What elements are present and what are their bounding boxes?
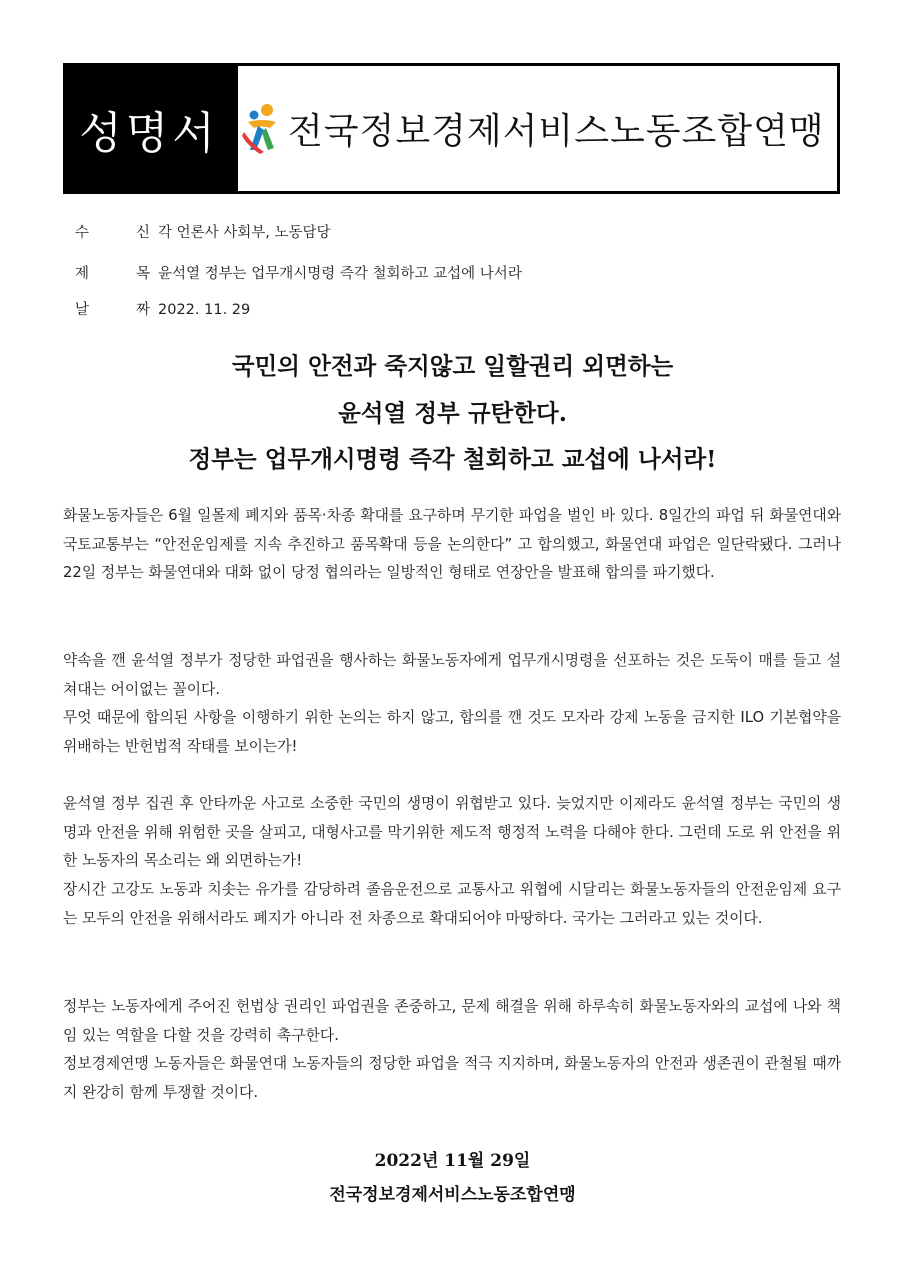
- body-paragraph-5: 장시간 고강도 노동과 치솟는 유가를 감당하려 졸음운전으로 교통사고 위협에 시달리는 화물노동자들의 안전운임제 요구는 모두의 안전을 위해서라도 폐지가 아니라 전 차종으로 확대되어야 마땅하다. 국가는 그러라고 있는 것이다.: [63, 881, 841, 927]
- date-key: 날 짜: [75, 302, 150, 318]
- subject-key: 제 목: [75, 266, 150, 282]
- recipient-key: 수 신: [75, 225, 150, 241]
- date-value: 2022. 11. 29: [158, 302, 251, 318]
- recipient-row: [75, 221, 331, 242]
- headline-line-1: 국민의 안전과 죽지않고 일할권리 외면하는: [231, 352, 674, 380]
- subject-value: 윤석열 정부는 업무개시명령 즉각 철회하고 교섭에 나서라: [158, 266, 522, 282]
- body-paragraph-6: 정부는 노동자에게 주어진 헌법상 권리인 파업권을 존중하고, 문제 해결을 위해 하루속히 화물노동자와의 교섭에 나와 책임 있는 역할을 다할 것을 강력히 촉구한다.: [63, 998, 841, 1044]
- body-paragraph-2: 약속을 깬 윤석열 정부가 정당한 파업권을 행사하는 화물노동자에게 업무개시명령을 선포하는 것은 도둑이 매를 들고 설쳐대는 어이없는 꼴이다.: [63, 652, 841, 698]
- headline-line-3: 정부는 업무개시명령 즉각 철회하고 교섭에 나서라!: [188, 445, 717, 473]
- footer-organization: 전국정보경제서비스노동조합연맹: [329, 1185, 576, 1205]
- body-paragraph-1: 화물노동자들은 6월 일몰제 폐지와 품목·차종 확대를 요구하며 무기한 파업을 벌인 바 있다. 8일간의 파업 뒤 화물연대와 국토교통부는 “안전운임제를 지속 추진하고 품목확대 등을 논의한다” 고 합의했고, 화물연대 파업은 일단락됐다. 그러나 22일 정부는 화물연대와 대화 없이 당정 협의라는 일방적인 형태로 연장안을 발표해 합의를 파기했다.: [63, 507, 841, 581]
- header-banner: [63, 63, 840, 194]
- body-paragraph-7: 정보경제연맹 노동자들은 화물연대 노동자들의 정당한 파업을 적극 지지하며, 화물노동자의 안전과 생존권이 관철될 때까지 완강히 함께 투쟁할 것이다.: [63, 1055, 841, 1101]
- body-paragraph-3: 무엇 때문에 합의된 사항을 이행하기 위한 논의는 하지 않고, 합의를 깬 것도 모자라 강제 노동을 금지한 ILO 기본협약을 위배하는 반헌법적 작태를 보이는가!: [63, 709, 841, 755]
- body-paragraph-4: 윤석열 정부 집권 후 안타까운 사고로 소중한 국민의 생명이 위협받고 있다. 늦었지만 이제라도 윤석열 정부는 국민의 생명과 안전을 위해 위험한 곳을 살피고, 대형사고를 막기위한 제도적 행정적 노력을 다해야 한다. 그런데 도로 위 안전을 위한 노동자의 목소리는 왜 외면하는가!: [63, 795, 841, 869]
- union-logo-icon: [240, 102, 284, 156]
- organization-header: [238, 66, 837, 191]
- date-row: [75, 298, 250, 319]
- organization-name: 전국정보경제서비스노동조합연맹: [288, 111, 825, 152]
- document-type-label: 성명서: [79, 107, 219, 159]
- subject-row: [75, 262, 522, 283]
- headline-line-2: 윤석열 정부 규탄한다.: [338, 399, 567, 427]
- recipient-value: 각 언론사 사회부, 노동담당: [158, 225, 331, 241]
- footer-date: 2022년 11월 29일: [374, 1151, 531, 1171]
